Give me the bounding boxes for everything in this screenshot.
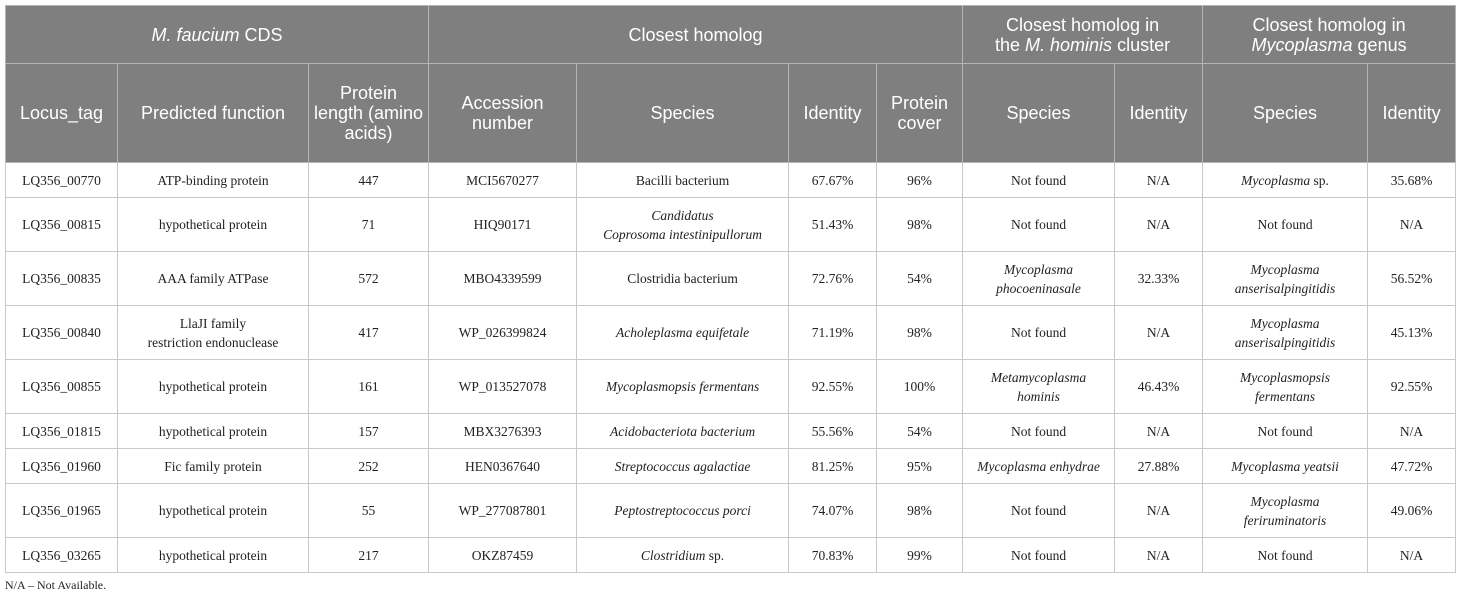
protein-length-cell: 572 xyxy=(309,252,429,306)
species-cell: Candidatus Coprosoma intestinipullorum xyxy=(577,198,789,252)
table-row xyxy=(6,163,1456,198)
predicted-function-cell: Fic family protein xyxy=(118,449,309,484)
protein-length-cell: 71 xyxy=(309,198,429,252)
genus-species-cell: Mycoplasma feriruminatoris xyxy=(1203,484,1368,538)
genus-identity-cell: 47.72% xyxy=(1368,449,1456,484)
hominis-species-cell: Not found xyxy=(963,538,1115,573)
identity-cell: 51.43% xyxy=(789,198,877,252)
genus-species-cell: Not found xyxy=(1203,414,1368,449)
table-row xyxy=(6,252,1456,306)
species-cell: Streptococcus agalactiae xyxy=(577,449,789,484)
table-container xyxy=(5,5,1455,573)
protein-cover-cell: 98% xyxy=(877,306,963,360)
table-row xyxy=(6,414,1456,449)
genus-species-cell: Not found xyxy=(1203,538,1368,573)
genus-identity-cell: 56.52% xyxy=(1368,252,1456,306)
locus-tag-cell: LQ356_00855 xyxy=(6,360,118,414)
column-header-genus-identity: Identity xyxy=(1368,64,1456,163)
hominis-species-cell: Metamycoplasma hominis xyxy=(963,360,1115,414)
accession-number-cell: MBX3276393 xyxy=(429,414,577,449)
predicted-function-cell: hypothetical protein xyxy=(118,414,309,449)
accession-number-cell: MBO4339599 xyxy=(429,252,577,306)
column-header-protein-cover: Protein cover xyxy=(877,64,963,163)
hominis-identity-cell: N/A xyxy=(1115,306,1203,360)
genus-identity-cell: 49.06% xyxy=(1368,484,1456,538)
accession-number-cell: OKZ87459 xyxy=(429,538,577,573)
genus-identity-cell: N/A xyxy=(1368,198,1456,252)
accession-number-cell: HIQ90171 xyxy=(429,198,577,252)
protein-cover-cell: 100% xyxy=(877,360,963,414)
hominis-species-cell: Not found xyxy=(963,198,1115,252)
protein-cover-cell: 98% xyxy=(877,198,963,252)
locus-tag-cell: LQ356_00815 xyxy=(6,198,118,252)
hominis-identity-cell: 27.88% xyxy=(1115,449,1203,484)
identity-cell: 81.25% xyxy=(789,449,877,484)
table-row xyxy=(6,449,1456,484)
protein-cover-cell: 54% xyxy=(877,252,963,306)
genus-identity-cell: 45.13% xyxy=(1368,306,1456,360)
table-row xyxy=(6,484,1456,538)
hominis-identity-cell: N/A xyxy=(1115,198,1203,252)
protein-length-cell: 447 xyxy=(309,163,429,198)
species-name: M. faucium xyxy=(151,24,240,45)
column-header-accession-number: Accession number xyxy=(429,64,577,163)
hominis-identity-cell: N/A xyxy=(1115,538,1203,573)
genus-species-cell: Mycoplasma anserisalpingitidis xyxy=(1203,252,1368,306)
identity-cell: 92.55% xyxy=(789,360,877,414)
locus-tag-cell: LQ356_01965 xyxy=(6,484,118,538)
genus-species-cell: Mycoplasmopsis fermentans xyxy=(1203,360,1368,414)
locus-tag-cell: LQ356_00770 xyxy=(6,163,118,198)
column-header-row xyxy=(6,64,1456,163)
table-row xyxy=(6,360,1456,414)
identity-cell: 74.07% xyxy=(789,484,877,538)
group-header-cds: M. faucium CDS xyxy=(6,6,429,64)
homolog-table xyxy=(5,5,1456,573)
protein-length-cell: 157 xyxy=(309,414,429,449)
table-row xyxy=(6,306,1456,360)
hominis-species-cell: Mycoplasma phocoeninasale xyxy=(963,252,1115,306)
genus-identity-cell: 92.55% xyxy=(1368,360,1456,414)
predicted-function-cell: hypothetical protein xyxy=(118,538,309,573)
species-cell: Clostridium sp. xyxy=(577,538,789,573)
predicted-function-cell: ATP-binding protein xyxy=(118,163,309,198)
accession-number-cell: WP_277087801 xyxy=(429,484,577,538)
hominis-species-cell: Not found xyxy=(963,484,1115,538)
species-cell: Acholeplasma equifetale xyxy=(577,306,789,360)
hominis-species-cell: Not found xyxy=(963,306,1115,360)
protein-cover-cell: 54% xyxy=(877,414,963,449)
group-header-hominis-cluster: Closest homolog in the M. hominis cluster xyxy=(963,6,1203,64)
hominis-species-cell: Not found xyxy=(963,163,1115,198)
identity-cell: 71.19% xyxy=(789,306,877,360)
column-header-hominis-identity: Identity xyxy=(1115,64,1203,163)
protein-length-cell: 161 xyxy=(309,360,429,414)
protein-length-cell: 55 xyxy=(309,484,429,538)
locus-tag-cell: LQ356_03265 xyxy=(6,538,118,573)
genus-species-cell: Mycoplasma sp. xyxy=(1203,163,1368,198)
species-cell: Bacilli bacterium xyxy=(577,163,789,198)
locus-tag-cell: LQ356_01815 xyxy=(6,414,118,449)
table-row xyxy=(6,538,1456,573)
hominis-identity-cell: 46.43% xyxy=(1115,360,1203,414)
genus-identity-cell: 35.68% xyxy=(1368,163,1456,198)
predicted-function-cell: hypothetical protein xyxy=(118,360,309,414)
genus-identity-cell: N/A xyxy=(1368,414,1456,449)
column-header-genus-species: Species xyxy=(1203,64,1368,163)
protein-cover-cell: 98% xyxy=(877,484,963,538)
hominis-identity-cell: N/A xyxy=(1115,414,1203,449)
locus-tag-cell: LQ356_01960 xyxy=(6,449,118,484)
hominis-species-cell: Mycoplasma enhydrae xyxy=(963,449,1115,484)
column-header-species: Species xyxy=(577,64,789,163)
genus-species-cell: Mycoplasma yeatsii xyxy=(1203,449,1368,484)
genus-species-cell: Not found xyxy=(1203,198,1368,252)
genus-species-cell: Mycoplasma anserisalpingitidis xyxy=(1203,306,1368,360)
predicted-function-cell: LlaJI family restriction endonuclease xyxy=(118,306,309,360)
column-header-protein-length: Protein length (amino acids) xyxy=(309,64,429,163)
accession-number-cell: HEN0367640 xyxy=(429,449,577,484)
footnote: N/A – Not Available. xyxy=(5,578,107,592)
group-header-mycoplasma-genus: Closest homolog in Mycoplasma genus xyxy=(1203,6,1456,64)
group-header-closest-homolog: Closest homolog xyxy=(429,6,963,64)
column-header-identity: Identity xyxy=(789,64,877,163)
protein-cover-cell: 95% xyxy=(877,449,963,484)
hominis-identity-cell: N/A xyxy=(1115,484,1203,538)
species-cell: Mycoplasmopsis fermentans xyxy=(577,360,789,414)
column-header-predicted-function: Predicted function xyxy=(118,64,309,163)
protein-length-cell: 417 xyxy=(309,306,429,360)
hominis-identity-cell: 32.33% xyxy=(1115,252,1203,306)
accession-number-cell: WP_026399824 xyxy=(429,306,577,360)
column-header-hominis-species: Species xyxy=(963,64,1115,163)
identity-cell: 72.76% xyxy=(789,252,877,306)
accession-number-cell: WP_013527078 xyxy=(429,360,577,414)
protein-length-cell: 252 xyxy=(309,449,429,484)
hominis-identity-cell: N/A xyxy=(1115,163,1203,198)
accession-number-cell: MCI5670277 xyxy=(429,163,577,198)
predicted-function-cell: AAA family ATPase xyxy=(118,252,309,306)
identity-cell: 70.83% xyxy=(789,538,877,573)
hominis-species-cell: Not found xyxy=(963,414,1115,449)
protein-cover-cell: 99% xyxy=(877,538,963,573)
species-cell: Acidobacteriota bacterium xyxy=(577,414,789,449)
protein-cover-cell: 96% xyxy=(877,163,963,198)
locus-tag-cell: LQ356_00835 xyxy=(6,252,118,306)
genus-identity-cell: N/A xyxy=(1368,538,1456,573)
identity-cell: 67.67% xyxy=(789,163,877,198)
predicted-function-cell: hypothetical protein xyxy=(118,484,309,538)
locus-tag-cell: LQ356_00840 xyxy=(6,306,118,360)
table-body xyxy=(6,163,1456,573)
table-row xyxy=(6,198,1456,252)
predicted-function-cell: hypothetical protein xyxy=(118,198,309,252)
protein-length-cell: 217 xyxy=(309,538,429,573)
column-header-locus-tag: Locus_tag xyxy=(6,64,118,163)
species-cell: Peptostreptococcus porci xyxy=(577,484,789,538)
identity-cell: 55.56% xyxy=(789,414,877,449)
species-cell: Clostridia bacterium xyxy=(577,252,789,306)
